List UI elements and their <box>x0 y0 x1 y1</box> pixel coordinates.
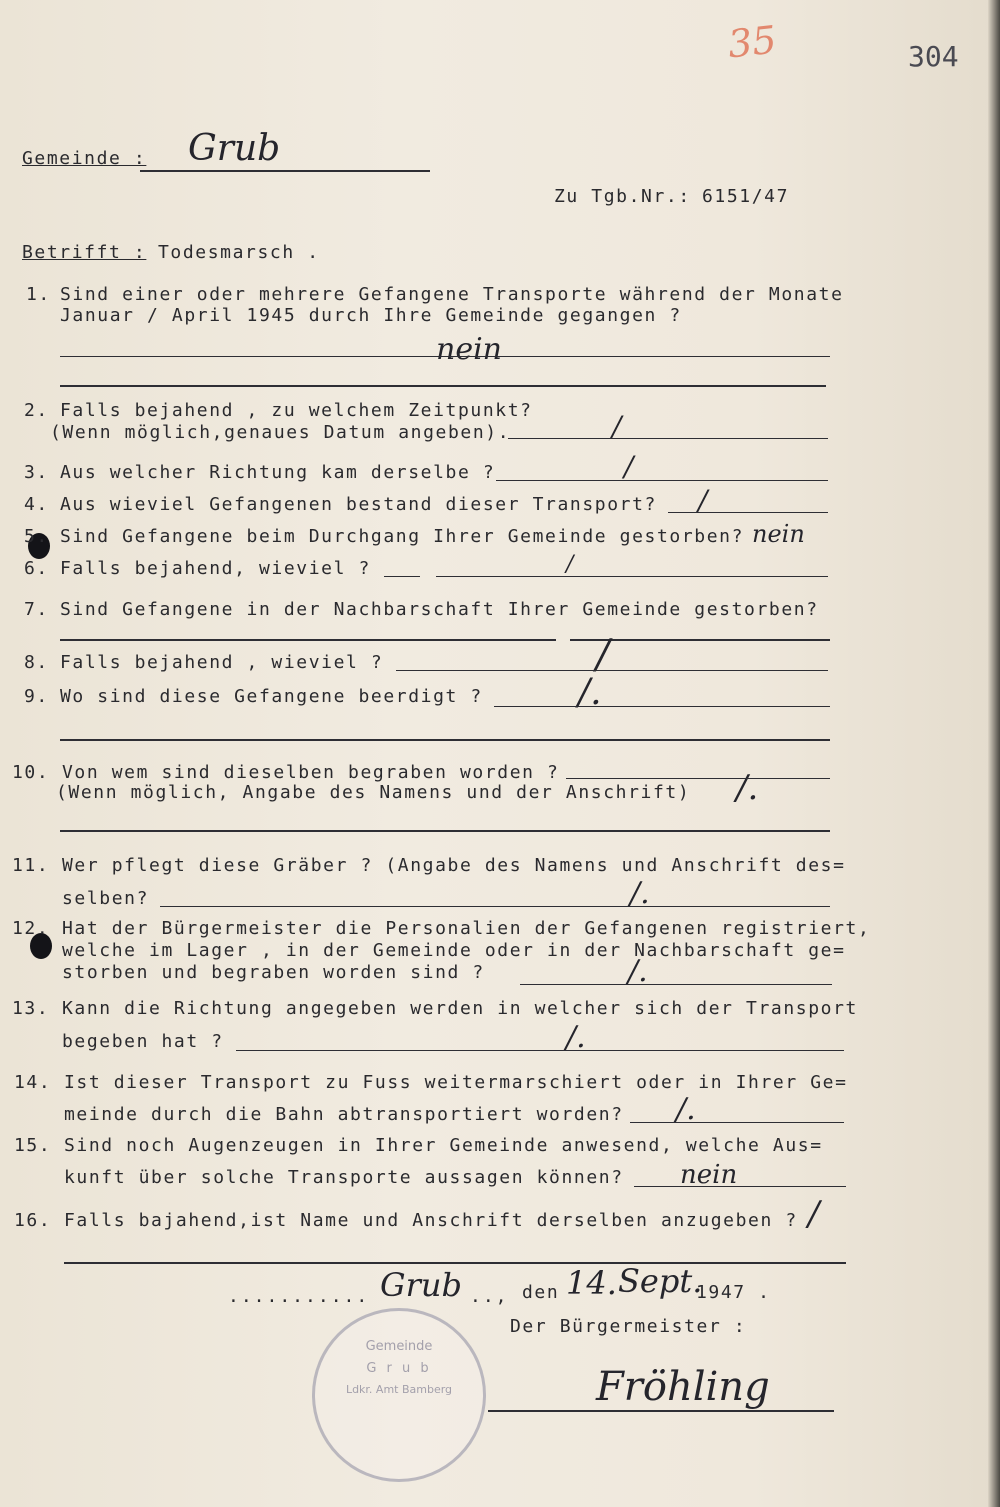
question-text: meinde durch die Bahn abtransportiert worden? <box>64 1104 624 1125</box>
answer-line <box>384 576 420 577</box>
question-text: kunft über solche Transporte aussagen können? <box>64 1167 624 1188</box>
page-number: 304 <box>908 40 959 73</box>
question-number: 3. <box>24 462 49 483</box>
ref-label: Zu Tgb.Nr.: <box>554 186 691 207</box>
question-text: Aus welcher Richtung kam derselbe ? <box>60 462 496 483</box>
answer-handwritten: / <box>612 410 622 443</box>
question-number: 15. <box>14 1135 52 1156</box>
answer-line <box>60 830 830 832</box>
question-text: selben? <box>62 888 150 909</box>
pencil-mark: 35 <box>725 17 779 67</box>
question-text: storben und begraben worden sind ? <box>62 962 485 983</box>
question-number: 6. <box>24 558 49 579</box>
answer-line <box>496 480 828 481</box>
ref-value: 6151/47 <box>702 186 790 207</box>
question-text: Falls bejahend , zu welchem Zeitpunkt? <box>60 400 533 421</box>
page-edge-shadow <box>988 0 1000 1507</box>
question-text: Falls bajahend,ist Name und Anschrift derselben anzugeben ? <box>64 1210 798 1231</box>
dotted-leader: .., <box>470 1286 509 1307</box>
answer-handwritten: /. <box>736 768 759 808</box>
question-text: welche im Lager , in der Gemeinde oder in der Nachbarschaft ge= <box>62 940 846 961</box>
date-day-handwritten: 14. <box>566 1264 617 1302</box>
question-text: Sind Gefangene in der Nachbarschaft Ihrer Gemeinde gestorben? <box>60 599 819 620</box>
date-month-handwritten: Sept. <box>618 1262 703 1300</box>
answer-handwritten: /. <box>676 1092 696 1127</box>
question-text: (Wenn möglich,genaues Datum angeben). <box>50 422 511 443</box>
dotted-leader: ........... <box>228 1286 370 1307</box>
answer-line <box>60 385 826 387</box>
question-text: Hat der Bürgermeister die Personalien der Gefangenen registriert, <box>62 918 871 939</box>
question-text: Sind noch Augenzeugen in Ihrer Gemeinde anwesend, welche Aus= <box>64 1135 823 1156</box>
answer-handwritten: / <box>624 450 634 483</box>
gemeinde-underline <box>140 170 430 172</box>
question-text: Wer pflegt diese Gräber ? (Angabe des Namens und Anschrift des= <box>62 855 846 876</box>
stamp-line: G r u b <box>366 1361 432 1376</box>
question-text: Aus wieviel Gefangenen bestand dieser Transport? <box>60 494 657 515</box>
question-number: 7. <box>24 599 49 620</box>
answer-line <box>520 984 832 985</box>
answer-handwritten: / <box>596 632 610 678</box>
question-text: (Wenn möglich, Angabe des Namens und der Anschrift) <box>56 782 691 803</box>
answer-handwritten: nein <box>680 1160 738 1190</box>
official-stamp <box>312 1308 486 1482</box>
answer-line <box>64 1262 846 1264</box>
signature-handwritten: Fröhling <box>596 1364 770 1410</box>
question-number: 13. <box>12 998 50 1019</box>
question-number: 10. <box>12 762 50 783</box>
answer-line <box>236 1050 844 1051</box>
subject-value: Todesmarsch . <box>158 242 320 263</box>
question-text: Wo sind diese Gefangene beerdigt ? <box>60 686 483 707</box>
answer-line <box>634 1186 846 1187</box>
answer-handwritten: / <box>698 484 708 517</box>
answer-line <box>60 639 556 641</box>
question-text: begeben hat ? <box>62 1031 224 1052</box>
question-text: Januar / April 1945 durch Ihre Gemeinde gegangen ? <box>60 305 682 326</box>
date-year: 1947 . <box>696 1282 771 1303</box>
question-text: Kann die Richtung angegeben werden in welcher sich der Transport <box>62 998 858 1019</box>
question-text: Von wem sind dieselben begraben worden ? <box>62 762 560 783</box>
answer-handwritten: nein <box>752 520 805 548</box>
signature-line <box>488 1410 834 1412</box>
answer-handwritten: /. <box>578 672 602 713</box>
answer-line <box>668 512 828 513</box>
question-number: 14. <box>14 1072 52 1093</box>
answer-line <box>494 706 830 707</box>
date-label: den <box>522 1282 560 1303</box>
answer-line <box>60 356 830 357</box>
question-number: 1. <box>26 284 51 305</box>
gemeinde-label: Gemeinde : <box>22 148 147 169</box>
answer-line <box>160 906 830 907</box>
answer-handwritten: / <box>566 552 574 577</box>
answer-handwritten: / <box>808 1194 820 1234</box>
answer-line <box>60 739 830 741</box>
question-number: 5. <box>24 526 49 547</box>
question-number: 9. <box>24 686 49 707</box>
answer-line <box>396 670 828 671</box>
subject-label: Betrifft : <box>22 242 147 263</box>
answer-handwritten: /. <box>628 954 648 989</box>
question-number: 2. <box>24 400 49 421</box>
question-text: Falls bejahend , wieviel ? <box>60 652 384 673</box>
answer-line <box>436 576 828 577</box>
question-text: Sind einer oder mehrere Gefangene Transporte während der Monate <box>60 284 844 305</box>
gemeinde-value: Grub <box>188 128 281 169</box>
answer-handwritten: /. <box>630 876 650 911</box>
question-number: 16. <box>14 1210 52 1231</box>
answer-line <box>630 1122 844 1123</box>
answer-handwritten: /. <box>566 1020 586 1055</box>
place-handwritten: Grub <box>380 1266 462 1304</box>
question-number: 12. <box>12 918 50 939</box>
signature-label: Der Bürgermeister : <box>510 1316 747 1337</box>
question-text: Ist dieser Transport zu Fuss weitermarschiert oder in Ihrer Ge= <box>64 1072 848 1093</box>
question-number: 4. <box>24 494 49 515</box>
answer-line <box>508 438 828 439</box>
question-number: 11. <box>12 855 50 876</box>
stamp-line: Ldkr. Amt Bamberg <box>345 1383 453 1396</box>
question-text: Falls bejahend, wieviel ? <box>60 558 371 579</box>
answer-handwritten: nein <box>436 332 502 367</box>
question-number: 8. <box>24 652 49 673</box>
answer-line <box>566 778 830 779</box>
stamp-line: Gemeinde <box>365 1339 433 1354</box>
question-text: Sind Gefangene beim Durchgang Ihrer Gemeinde gestorben? <box>60 526 745 547</box>
